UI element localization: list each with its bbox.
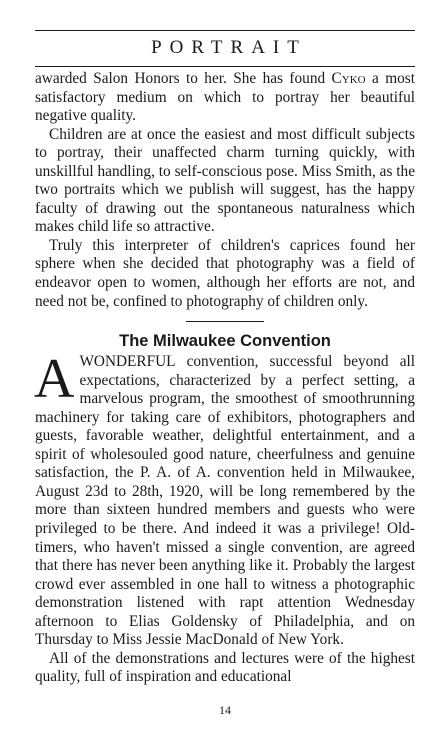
paragraph-interpreter: Truly this interpreter of children's caprices found her sphere when she decided that photography was a field of endeavor open to women, although her efforts are not, and need not be, confined to photography of children only. — [35, 236, 415, 310]
continued-paragraph — [35, 70, 415, 126]
section-divider — [186, 321, 264, 322]
running-head: PORTRAIT — [151, 37, 307, 58]
book-page — [35, 0, 415, 736]
continued-text-end: a most satisfactory medium on which to portray her beautiful negative quality. — [35, 70, 415, 125]
section-lead-paragraph — [34, 348, 415, 650]
header-bottom-rule — [35, 66, 415, 67]
continued-text-start: awarded Salon Honors to her. She has found — [35, 70, 332, 87]
section-title: The Milwaukee Convention — [119, 332, 331, 351]
brand-name-cyko: Cyko — [331, 70, 366, 87]
header-top-rule — [35, 30, 415, 31]
lead-word: WONDERFUL — [79, 353, 176, 371]
page-number: 14 — [219, 703, 231, 717]
body-text — [35, 70, 415, 687]
lead-paragraph-text: convention, successful beyond all expectations, characterized by a perfect setting, a marvelous program, the smoothest of smoothrunning machinery for taking care of exhibitors, photographers and guests, favorable weather, delightful entertainment, and a spirit of wholesouled good nature, cheerfulness and genuine satisfaction, the P. A. of A. convention held in Milwaukee, August 23d to 28th, 1920, will be long remembered by the more than sixteen hundred members and guests who were privileged to be there. And indeed it was a privilege! Old-timers, who haven't missed a single convention, are agreed that there has never been anything like it. Probably the largest crowd ever assembled in one hall to witness a photographic demonstration listened with rapt attention Wednesday afternoon to Elias Goldensky of Philadelphia, and on Thursday to Miss Jessie MacDonald of New York. — [35, 353, 415, 649]
paragraph-demonstrations: All of the demonstrations and lectures were of the highest quality, full of inspiration and educational — [35, 649, 415, 686]
drop-cap: A — [34, 348, 75, 411]
paragraph-children: Children are at once the easiest and most difficult subjects to portray, their unaffected charm turning quickly, with unskillful handling, to self-conscious pose. Miss Smith, as the two portraits which we publish will suggest, has the happy faculty of drawing out the spontaneous naturalness which makes child life so attractive. — [35, 125, 415, 236]
